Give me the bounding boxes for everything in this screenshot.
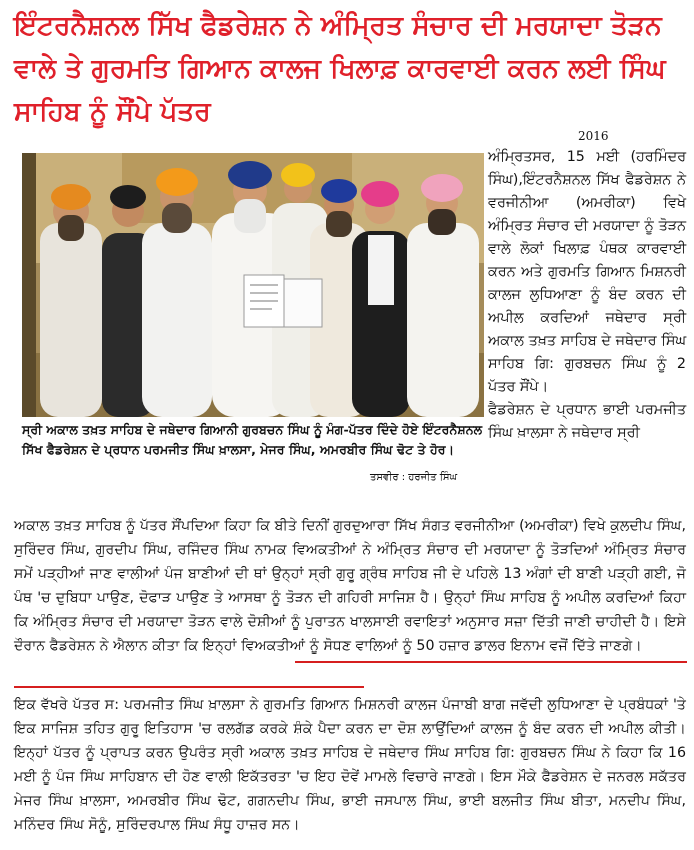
headline: ਇੰਟਰਨੈਸ਼ਨਲ ਸਿੱਖ ਫੈਡਰੇਸ਼ਨ ਨੇ ਅੰਮ੍ਰਿਤ ਸੰਚਾਰ ਦੀ ਮਰਯਾਦਾ ਤੋੜਨ ਵਾਲੇ ਤੇ ਗੁਰਮਤਿ ਗਿਆਨ ਕਾਲਜ ਖਿਲਾਫ਼ ਕਾਰਵਾਈ ਕਰਨ ਲਈ ਸਿੰਘ ਸਾਹਿਬ ਨੂੰ ਸੌਂਪੇ ਪੱਤਰ: [14, 10, 666, 127]
side-paragraph-2: ਫੈਡਰੇਸ਼ਨ ਦੇ ਪ੍ਰਧਾਨ ਭਾਈ ਪਰਮਜੀਤ ਸਿੰਘ ਖ਼ਾਲਸਾ ਨੇ ਜਥੇਦਾਰ ਸ੍ਰੀ: [488, 402, 686, 441]
body-paragraph-1-text: ਅਕਾਲ ਤਖ਼ਤ ਸਾਹਿਬ ਨੂੰ ਪੱਤਰ ਸੌਂਪਦਿਆ ਕਿਹਾ ਕਿ ਬੀਤੇ ਦਿਨੀਂ ਗੁਰਦੁਆਰਾ ਸਿੱਖ ਸੰਗਤ ਵਰਜੀਨੀਆ (ਅਮਰੀਕਾ) ਵਿਖੇ ਕੁਲਦੀਪ ਸਿੰਘ, ਸੁਰਿੰਦਰ ਸਿੰਘ, ਗੁਰਦੀਪ ਸਿੰਘ, ਰਜਿੰਦਰ ਸਿੰਘ ਨਾਮਕ ਵਿਅਕਤੀਆਂ ਨੇ ਅੰਮ੍ਰਿਤ ਸੰਚਾਰ ਦੀ ਮਰਯਾਦਾ ਨੂੰ ਤੋੜਦਿਆਂ ਅੰਮ੍ਰਿਤ ਸੰਚਾਰ ਸਮੇਂ ਪੜ੍ਹੀਆਂ ਜਾਣ ਵਾਲੀਆਂ ਪੰਜ ਬਾਣੀਆਂ ਦੀ ਥਾਂ ਉਨ੍ਹਾਂ ਸ੍ਰੀ ਗੁਰੂ ਗ੍ਰੰਥ ਸਾਹਿਬ ਜੀ ਦੇ ਪਹਿਲੇ 13 ਅੰਗਾਂ ਦੀ ਬਾਣੀ ਪੜ੍ਹੀ ਗਈ, ਜੋ ਪੰਥ 'ਚ ਦੁਬਿਧਾ ਪਾਉਣ, ਦੋਫਾੜ ਪਾਉਣ ਤੇ ਆਸਥਾ ਨੂੰ ਤੋੜਨ ਦੀ ਗਹਿਰੀ ਸਾਜਿਸ਼ ਹੈ। ਉਨ੍ਹਾਂ ਸਿੰਘ ਸਾਹਿਬ ਨੂੰ ਅਪੀਲ ਕਰਦਿਆਂ ਕਿਹਾ ਕਿ ਅੰਮ੍ਰਿਤ ਸੰਚਾਰ ਦੀ ਮਰਯਾਦਾ ਤੋੜਨ ਵਾਲੇ ਦੋਸ਼ੀਆਂ ਨੂੰ ਪੁਰਾਤਨ ਖਾਲਸਾਈ ਰਵਾਇਤਾਂ ਅਨੁਸਾਰ ਸਜ਼ਾ ਦਿੱਤੀ ਜਾਣੀ ਚਾਹੀਦੀ ਹੈ।: [14, 518, 686, 630]
side-paragraph-1: ਅੰਮ੍ਰਿਤਸਰ, 15 ਮਈ (ਹਰਮਿੰਦਰ ਸਿੰਘ),ਇੰਟਰਨੈਸ਼ਨਲ ਸਿੱਖ ਫੈਡਰੇਸ਼ਨ ਨੇ ਵਰਜੀਨੀਆ (ਅਮਰੀਕਾ) ਵਿਖੇ ਅੰਮ੍ਰਿਤ ਸੰਚਾਰ ਦੀ ਮਰਯਾਦਾ ਨੂੰ ਤੋੜਨ ਵਾਲੇ ਲੋਕਾਂ ਖਿਲਾਫ਼ ਪੰਥਕ ਕਾਰਵਾਈ ਕਰਨ ਅਤੇ ਗੁਰਮਤਿ ਗਿਆਨ ਮਿਸ਼ਨਰੀ ਕਾਲਜ ਲੁਧਿਆਣਾ ਨੂੰ ਬੰਦ ਕਰਨ ਦੀ ਅਪੀਲ ਕਰਦਿਆਂ ਜਥੇਦਾਰ ਸ੍ਰੀ ਅਕਾਲ ਤਖ਼ਤ ਸਾਹਿਬ ਦੇ ਜਥੇਦਾਰ ਸਿੰਘ ਸਾਹਿਬ ਗਿ: ਗੁਰਬਚਨ ਸਿੰਘ ਨੂੰ 2 ਪੱਤਰ ਸੌਂਪੇ।: [488, 149, 686, 395]
body-paragraph-2: ਇਕ ਵੱਖਰੇ ਪੱਤਰ ਸ: ਪਰਮਜੀਤ ਸਿੰਘ ਖ਼ਾਲਸਾ ਨੇ ਗੁਰਮਤਿ ਗਿਆਨ ਮਿਸ਼ਨਰੀ ਕਾਲਜ ਪੰਜਾਬੀ ਬਾਗ ਜਵੱਦੀ ਲੁਧਿਆਣਾ ਦੇ ਪ੍ਰਬੰਧਕਾਂ 'ਤੇ ਇਕ ਸਾਜਿਸ਼ ਤਹਿਤ ਗੁਰੂ ਇਤਿਹਾਸ 'ਚ ਰਲਗੱਡ ਕਰਕੇ ਸ਼ੰਕੇ ਪੈਦਾ ਕਰਨ ਦਾ ਦੋਸ਼ ਲਾਉਂਦਿਆਂ ਕਾਲਜ ਨੂੰ ਬੰਦ ਕਰਨ ਦੀ ਅਪੀਲ ਕੀਤੀ। ਇਨ੍ਹਾਂ ਪੱਤਰ ਨੂੰ ਪ੍ਰਾਪਤ ਕਰਨ ਉਪਰੰਤ ਸ੍ਰੀ ਅਕਾਲ ਤਖ਼ਤ ਸਾਹਿਬ ਦੇ ਜਥੇਦਾਰ ਸਿੰਘ ਸਾਹਿਬ ਗਿ: ਗੁਰਬਚਨ ਸਿੰਘ ਨੇ ਕਿਹਾ ਕਿ 16 ਮਈ ਨੂੰ ਪੰਜ ਸਿੰਘ ਸਾਹਿਬਾਨ ਦੀ ਹੋਣ ਵਾਲੀ ਇਕੱਤਰਤਾ 'ਚ ਇਹ ਦੋਵੇਂ ਮਾਮਲੇ ਵਿਚਾਰੇ ਜਾਣਗੇ। ਇਸ ਮੌਕੇ ਫੈਡਰੇਸ਼ਨ ਦੇ ਜਨਰਲ ਸਕੱਤਰ ਮੇਜਰ ਸਿੰਘ ਖ਼ਾਲਸਾ, ਅਮਰਬੀਰ ਸਿੰਘ ਢੋਟ, ਗਗਨਦੀਪ ਸਿੰਘ, ਭਾਈ ਜਸਪਾਲ ਸਿੰਘ, ਭਾਈ ਬਲਜੀਤ ਸਿੰਘ ਬੀਤਾ, ਮਨਦੀਪ ਸਿੰਘ, ਮਨਿੰਦਰ ਸਿੰਘ ਸੋਨੂੰ, ਸੁਰਿੰਦਰਪਾਲ ਸਿੰਘ ਸੰਧੂ ਹਾਜ਼ਰ ਸਨ।: [14, 697, 686, 833]
side-column: [488, 146, 686, 445]
year-mark: 2016: [578, 129, 609, 143]
photo-caption: ਸ੍ਰੀ ਅਕਾਲ ਤਖ਼ਤ ਸਾਹਿਬ ਦੇ ਜਥੇਦਾਰ ਗਿਆਨੀ ਗੁਰਬਚਨ ਸਿੰਘ ਨੂੰ ਮੰਗ-ਪੱਤਰ ਦਿੰਦੇ ਹੋਏ ਇੰਟਰਨੈਸ਼ਨਲ ਸਿੱਖ ਫੈਡਰੇਸ਼ਨ ਦੇ ਪ੍ਰਧਾਨ ਪਰਮਜੀਤ ਸਿੰਘ ਖ਼ਾਲਸਾ, ਮੇਜਰ ਸਿੰਘ, ਅਮਰਬੀਰ ਸਿੰਘ ਢੋਟ ਤੇ ਹੋਰ।: [22, 422, 483, 457]
highlighted-announcement: ਇਸੇ ਦੌਰਾਨ ਫੈਡਰੇਸ਼ਨ ਨੇ ਐਲਾਨ ਕੀਤਾ ਕਿ ਇਨ੍ਹਾਂ ਵਿਅਕਤੀਆਂ ਨੂੰ ਸੋਧਣ ਵਾਲਿਆਂ ਨੂੰ 50 ਹਜ਼ਾਰ ਡਾਲਰ ਇਨਾਮ ਵਜੋਂ ਦਿੱਤੇ ਜਾਣਗੇ।: [14, 614, 686, 654]
photo-credit: ਤਸਵੀਰ : ਹਰਜੀਤ ਸਿੰਘ: [370, 472, 458, 483]
body-paragraph-1: [14, 514, 686, 658]
highlight-underline: [14, 686, 364, 688]
highlight-underline: [295, 661, 687, 663]
news-photo: [22, 153, 484, 417]
